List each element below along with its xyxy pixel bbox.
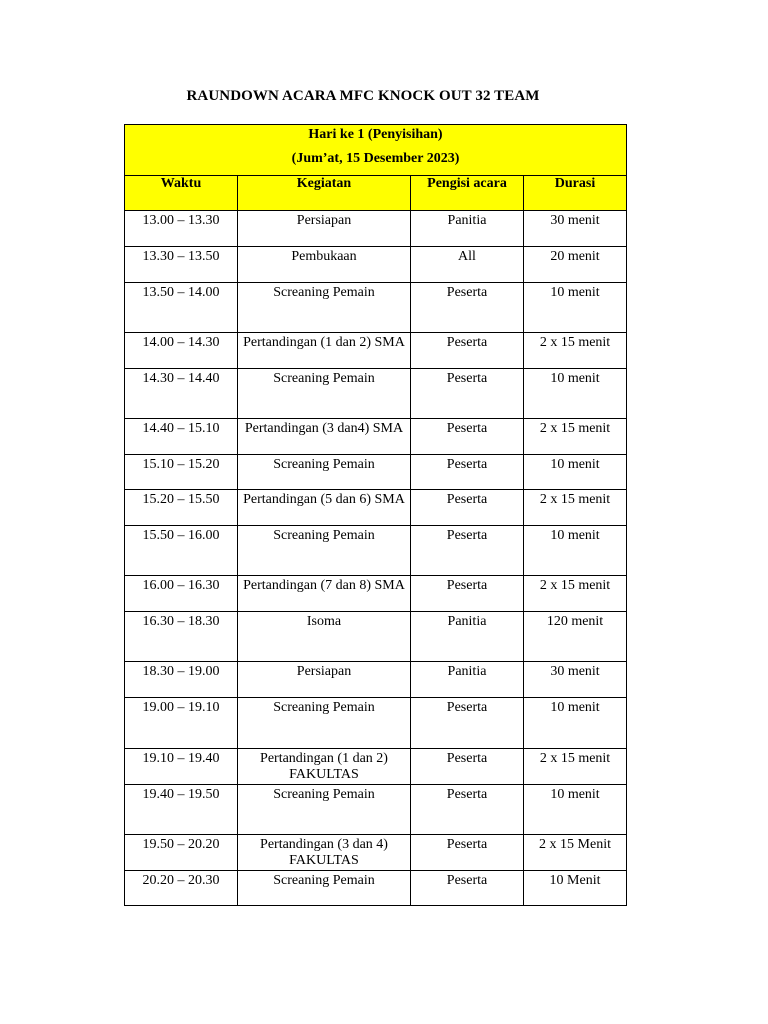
cell-kegiatan [238,612,411,662]
durasi-text: 10 menit [550,528,600,543]
cell-pengisi [411,576,524,612]
table-row [125,333,627,369]
table-row [125,211,627,247]
durasi-text: 2 x 15 Menit [539,837,611,852]
durasi-text: 2 x 15 menit [539,335,611,350]
day-header-cell [125,125,627,176]
kegiatan-text: Pertandingan (1 dan 2) FAKULTAS [260,751,388,782]
cell-pengisi [411,369,524,419]
cell-waktu [125,612,238,662]
cell-waktu [125,526,238,576]
durasi-text: 2 x 15 menit [539,751,611,766]
kegiatan-text: Screaning Pemain [273,371,375,386]
cell-durasi [524,698,627,749]
cell-waktu [125,785,238,835]
waktu-text: 15.10 – 15.20 [142,457,220,472]
cell-pengisi [411,455,524,490]
cell-waktu [125,835,238,871]
cell-kegiatan [238,749,411,785]
pengisi-text: Peserta [446,751,488,766]
cell-pengisi [411,283,524,333]
cell-pengisi [411,698,524,749]
waktu-text: 14.30 – 14.40 [142,371,220,386]
cell-pengisi [411,526,524,576]
table-row [125,526,627,576]
table-row [125,247,627,283]
pengisi-text: Panitia [447,213,487,228]
waktu-text: 14.40 – 15.10 [142,421,220,436]
kegiatan-text: Screaning Pemain [273,285,375,300]
cell-kegiatan [238,247,411,283]
day-date: (Jum’at, 15 Desember 2023) [291,151,460,166]
cell-kegiatan [238,871,411,906]
cell-pengisi [411,211,524,247]
cell-pengisi [411,871,524,906]
kegiatan-text: Pertandingan (7 dan 8) SMA [243,578,405,593]
waktu-text: 14.00 – 14.30 [142,335,220,350]
durasi-text: 10 menit [550,371,600,386]
column-header-kegiatan: Kegiatan [238,176,411,211]
kegiatan-text: Screaning Pemain [273,457,375,472]
cell-pengisi [411,247,524,283]
table-row [125,455,627,490]
cell-durasi [524,526,627,576]
cell-kegiatan [238,835,411,871]
cell-kegiatan [238,526,411,576]
document-title: RAUNDOWN ACARA MFC KNOCK OUT 32 TEAM [186,88,540,104]
waktu-text: 13.50 – 14.00 [142,285,220,300]
durasi-text: 10 menit [550,457,600,472]
cell-durasi [524,419,627,455]
pengisi-text: Peserta [446,578,488,593]
pengisi-text: Panitia [447,614,487,629]
cell-kegiatan [238,576,411,612]
waktu-text: 19.00 – 19.10 [142,700,220,715]
cell-durasi [524,369,627,419]
durasi-text: 20 menit [550,249,600,264]
kegiatan-text: Screaning Pemain [273,528,375,543]
waktu-text: 13.00 – 13.30 [142,213,220,228]
durasi-text: 2 x 15 menit [539,578,611,593]
durasi-text: 2 x 15 menit [539,492,611,507]
cell-pengisi [411,333,524,369]
durasi-text: 30 menit [550,664,600,679]
pengisi-text: Peserta [446,371,488,386]
waktu-text: 16.00 – 16.30 [142,578,220,593]
pengisi-text: Peserta [446,457,488,472]
kegiatan-text: Persiapan [296,213,352,228]
waktu-text: 19.40 – 19.50 [142,787,220,802]
cell-durasi [524,283,627,333]
cell-durasi [524,612,627,662]
cell-durasi [524,785,627,835]
waktu-text: 20.20 – 20.30 [142,873,220,888]
table-row [125,871,627,906]
cell-pengisi [411,490,524,526]
cell-kegiatan [238,333,411,369]
cell-waktu [125,369,238,419]
kegiatan-text: Pertandingan (3 dan4) SMA [244,421,404,436]
cell-waktu [125,871,238,906]
day-header-row [125,125,627,176]
waktu-text: 19.50 – 20.20 [142,837,220,852]
cell-durasi [524,576,627,612]
cell-kegiatan [238,369,411,419]
durasi-text: 10 Menit [549,873,601,888]
waktu-text: 19.10 – 19.40 [142,751,220,766]
cell-kegiatan [238,785,411,835]
cell-pengisi [411,785,524,835]
cell-kegiatan [238,698,411,749]
cell-pengisi [411,662,524,698]
durasi-text: 2 x 15 menit [539,421,611,436]
pengisi-text: Peserta [446,787,488,802]
table-row [125,490,627,526]
pengisi-text: Peserta [446,873,488,888]
cell-pengisi [411,612,524,662]
waktu-text: 13.30 – 13.50 [142,249,220,264]
kegiatan-text: Screaning Pemain [273,787,375,802]
kegiatan-text: Pertandingan (3 dan 4) FAKULTAS [260,837,388,868]
cell-kegiatan [238,211,411,247]
waktu-text: 15.20 – 15.50 [142,492,220,507]
cell-durasi [524,835,627,871]
cell-kegiatan [238,283,411,333]
table-row [125,698,627,749]
cell-waktu [125,283,238,333]
table-row [125,576,627,612]
waktu-text: 15.50 – 16.00 [142,528,220,543]
day-title: Hari ke 1 (Penyisihan) [308,127,443,142]
cell-waktu [125,662,238,698]
cell-pengisi [411,749,524,785]
cell-waktu [125,490,238,526]
column-header-waktu: Waktu [125,176,238,211]
cell-waktu [125,419,238,455]
waktu-text: 18.30 – 19.00 [142,664,220,679]
cell-waktu [125,455,238,490]
pengisi-text: Peserta [446,528,488,543]
cell-waktu [125,576,238,612]
column-header-durasi: Durasi [524,176,627,211]
durasi-text: 30 menit [550,213,600,228]
pengisi-text: Peserta [446,492,488,507]
kegiatan-text: Pertandingan (1 dan 2) SMA [243,335,405,350]
pengisi-text: Peserta [446,421,488,436]
cell-waktu [125,247,238,283]
kegiatan-text: Isoma [306,614,342,629]
kegiatan-text: Pertandingan (5 dan 6) SMA [243,492,405,507]
kegiatan-text: Screaning Pemain [273,700,375,715]
table-row [125,749,627,785]
column-header-pengisi: Pengisi acara [411,176,524,211]
cell-durasi [524,749,627,785]
kegiatan-text: Screaning Pemain [273,873,375,888]
cell-pengisi [411,835,524,871]
durasi-text: 10 menit [550,700,600,715]
cell-durasi [524,247,627,283]
cell-kegiatan [238,662,411,698]
column-header-row [125,176,627,211]
kegiatan-text: Pembukaan [291,249,357,264]
pengisi-text: Peserta [446,285,488,300]
table-row [125,419,627,455]
pengisi-text: Panitia [447,664,487,679]
table-row [125,785,627,835]
cell-waktu [125,698,238,749]
cell-pengisi [411,419,524,455]
pengisi-text: All [458,249,476,264]
cell-durasi [524,490,627,526]
cell-durasi [524,211,627,247]
pengisi-text: Peserta [446,837,488,852]
table-row [125,612,627,662]
cell-kegiatan [238,419,411,455]
kegiatan-text: Persiapan [296,664,352,679]
schedule-table [124,124,627,906]
cell-durasi [524,333,627,369]
durasi-text: 10 menit [550,787,600,802]
table-row [125,835,627,871]
cell-durasi [524,871,627,906]
cell-kegiatan [238,490,411,526]
schedule-body [125,211,627,906]
pengisi-text: Peserta [446,335,488,350]
table-row [125,369,627,419]
durasi-text: 10 menit [550,285,600,300]
table-row [125,283,627,333]
cell-durasi [524,662,627,698]
table-row [125,662,627,698]
cell-waktu [125,333,238,369]
pengisi-text: Peserta [446,700,488,715]
waktu-text: 16.30 – 18.30 [142,614,220,629]
cell-kegiatan [238,455,411,490]
cell-waktu [125,211,238,247]
durasi-text: 120 menit [546,614,604,629]
cell-durasi [524,455,627,490]
cell-waktu [125,749,238,785]
